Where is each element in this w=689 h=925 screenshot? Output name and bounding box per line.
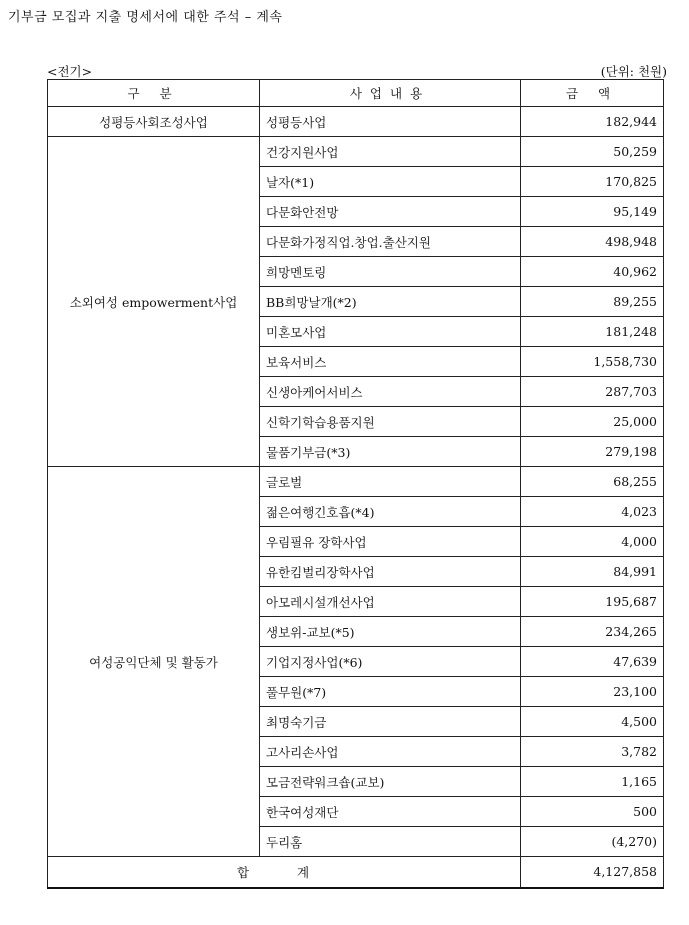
business-cell: 생보위-교보(*5): [260, 617, 521, 647]
amount-cell: 3,782: [521, 737, 664, 767]
amount-cell: 4,500: [521, 707, 664, 737]
amount-cell: 500: [521, 797, 664, 827]
category-cell: 소외여성 empowerment사업: [48, 137, 260, 467]
donation-expense-table: [47, 79, 664, 889]
business-cell: 아모레시설개선사업: [260, 587, 521, 617]
table-row: [48, 107, 664, 137]
amount-cell: (4,270): [521, 827, 664, 857]
table-header-row: [48, 80, 664, 107]
amount-cell: 182,944: [521, 107, 664, 137]
amount-cell: 95,149: [521, 197, 664, 227]
business-cell: 희망멘토링: [260, 257, 521, 287]
header-business: 사업내용: [260, 80, 521, 107]
business-cell: 신생아케어서비스: [260, 377, 521, 407]
business-cell: 한국여성재단: [260, 797, 521, 827]
header-category: 구 분: [48, 80, 260, 107]
category-cell: 여성공익단체 및 활동가: [48, 467, 260, 857]
business-cell: 모금전략워크숍(교보): [260, 767, 521, 797]
business-cell: 보육서비스: [260, 347, 521, 377]
amount-cell: 287,703: [521, 377, 664, 407]
amount-cell: 195,687: [521, 587, 664, 617]
business-cell: 건강지원사업: [260, 137, 521, 167]
business-cell: 고사리손사업: [260, 737, 521, 767]
amount-cell: 40,962: [521, 257, 664, 287]
business-cell: 날자(*1): [260, 167, 521, 197]
amount-cell: 4,000: [521, 527, 664, 557]
business-cell: 물품기부금(*3): [260, 437, 521, 467]
business-cell: BB희망날개(*2): [260, 287, 521, 317]
business-cell: 두리홈: [260, 827, 521, 857]
business-cell: 다문화가정직업.창업.출산지원: [260, 227, 521, 257]
amount-cell: 47,639: [521, 647, 664, 677]
business-cell: 최명숙기금: [260, 707, 521, 737]
amount-cell: 1,165: [521, 767, 664, 797]
period-label: <전기>: [47, 64, 93, 79]
business-cell: 미혼모사업: [260, 317, 521, 347]
category-cell: 성평등사회조성사업: [48, 107, 260, 137]
unit-label: (단위: 천원): [600, 64, 667, 79]
business-cell: 다문화안전망: [260, 197, 521, 227]
amount-cell: 25,000: [521, 407, 664, 437]
business-cell: 유한킴벌리장학사업: [260, 557, 521, 587]
business-cell: 성평등사업: [260, 107, 521, 137]
amount-cell: 23,100: [521, 677, 664, 707]
total-label: 합 계: [48, 857, 521, 888]
amount-cell: 181,248: [521, 317, 664, 347]
table-row: [48, 137, 664, 167]
amount-cell: 89,255: [521, 287, 664, 317]
amount-cell: 279,198: [521, 437, 664, 467]
business-cell: 신학기학습용품지원: [260, 407, 521, 437]
amount-cell: 498,948: [521, 227, 664, 257]
amount-cell: 170,825: [521, 167, 664, 197]
header-amount: 금 액: [521, 80, 664, 107]
amount-cell: 234,265: [521, 617, 664, 647]
amount-cell: 50,259: [521, 137, 664, 167]
amount-cell: 68,255: [521, 467, 664, 497]
table-body: [48, 80, 664, 888]
amount-cell: 84,991: [521, 557, 664, 587]
business-cell: 풀무원(*7): [260, 677, 521, 707]
business-cell: 젊은여행긴호흡(*4): [260, 497, 521, 527]
business-cell: 글로벌: [260, 467, 521, 497]
table-row: [48, 467, 664, 497]
amount-cell: 1,558,730: [521, 347, 664, 377]
amount-cell: 4,023: [521, 497, 664, 527]
business-cell: 기업지정사업(*6): [260, 647, 521, 677]
total-row: [48, 857, 664, 888]
document-title: 기부금 모집과 지출 명세서에 대한 주석 – 계속: [8, 10, 283, 25]
total-amount: 4,127,858: [521, 857, 664, 888]
business-cell: 우림필유 장학사업: [260, 527, 521, 557]
